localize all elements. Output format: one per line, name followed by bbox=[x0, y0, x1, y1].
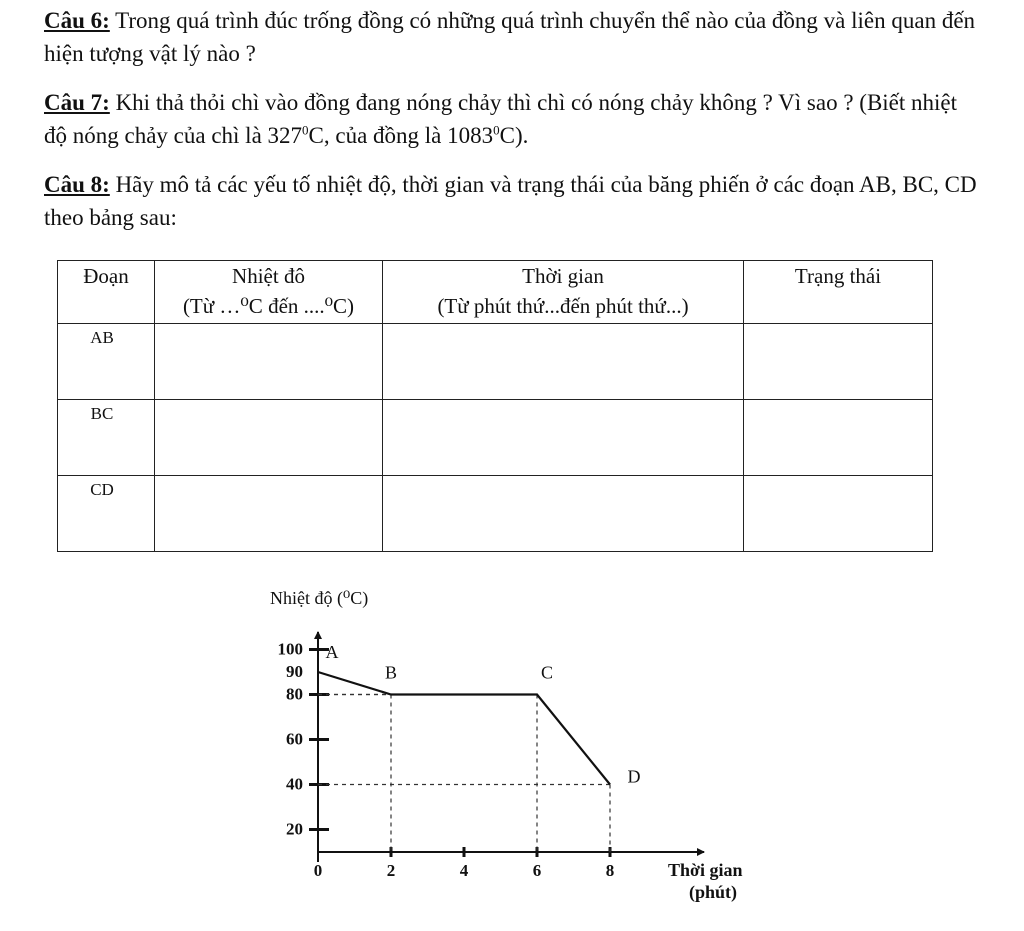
question-7-sup-a: 0 bbox=[302, 122, 309, 138]
x-axis-label-line2: (phút) bbox=[689, 882, 738, 902]
question-6-text: Trong quá trình đúc trống đồng có những quá trình chuyển thể nào của đồng và liên quan đến hiện tượng vật lý nào ? bbox=[44, 8, 976, 66]
y-tick-label: 40 bbox=[286, 774, 303, 794]
header-segment-text: Đoạn bbox=[83, 264, 129, 288]
question-7-text-b: C, của đồng là 1083 bbox=[308, 123, 494, 148]
point-label-b: B bbox=[384, 662, 398, 683]
x-tick-label: 0 bbox=[313, 861, 323, 880]
point-label-d: D bbox=[627, 766, 641, 787]
x-axis-label-line1: Thời gian bbox=[668, 860, 743, 880]
y-tick-label: 20 bbox=[286, 819, 303, 839]
question-8-label: Câu 8: bbox=[44, 172, 110, 197]
x-tick-label: 4 bbox=[459, 861, 469, 880]
y-tick-label: 80 bbox=[286, 684, 303, 704]
series-line bbox=[318, 672, 610, 785]
question-6-label: Câu 6: bbox=[44, 8, 110, 33]
header-time-line2: (Từ phút thứ...đến phút thứ...) bbox=[437, 294, 689, 318]
point-label-a: A bbox=[325, 642, 339, 662]
y-tick-label: 90 bbox=[286, 662, 303, 681]
question-8-text: Hãy mô tả các yếu tố nhiệt độ, thời gian và trạng thái của băng phiến ở các đoạn AB, BC, CD theo bảng sau: bbox=[44, 172, 977, 230]
question-7-sup-b: 0 bbox=[493, 122, 500, 138]
question-7-text-a: Khi thả thỏi chì vào đồng đang nóng chảy thì chì có nóng chảy không ? Vì sao ? (Biết nhiệt độ nóng chảy của chì là 327 bbox=[44, 90, 958, 148]
y-axis-label: Nhiệt độ (⁰C) bbox=[270, 588, 369, 608]
x-tick-label: 2 bbox=[386, 861, 396, 880]
header-time-line1: Thời gian bbox=[522, 264, 604, 288]
x-tick-label: 6 bbox=[532, 861, 542, 880]
question-7-text-c: C). bbox=[499, 123, 529, 148]
question-7-label: Câu 7: bbox=[44, 90, 110, 115]
y-tick-label: 60 bbox=[286, 729, 303, 749]
x-tick-label: 8 bbox=[605, 861, 615, 880]
header-state-text: Trạng thái bbox=[794, 264, 882, 288]
header-temperature-line2: (Từ …⁰C đến ....⁰C) bbox=[182, 294, 355, 318]
point-label-c: C bbox=[540, 662, 554, 683]
row-segment: CD bbox=[58, 476, 155, 552]
row-segment: BC bbox=[58, 400, 155, 476]
row-segment: AB bbox=[58, 324, 155, 400]
header-temperature-line1: Nhiệt đô bbox=[232, 264, 305, 288]
y-tick-label: 100 bbox=[277, 639, 303, 659]
